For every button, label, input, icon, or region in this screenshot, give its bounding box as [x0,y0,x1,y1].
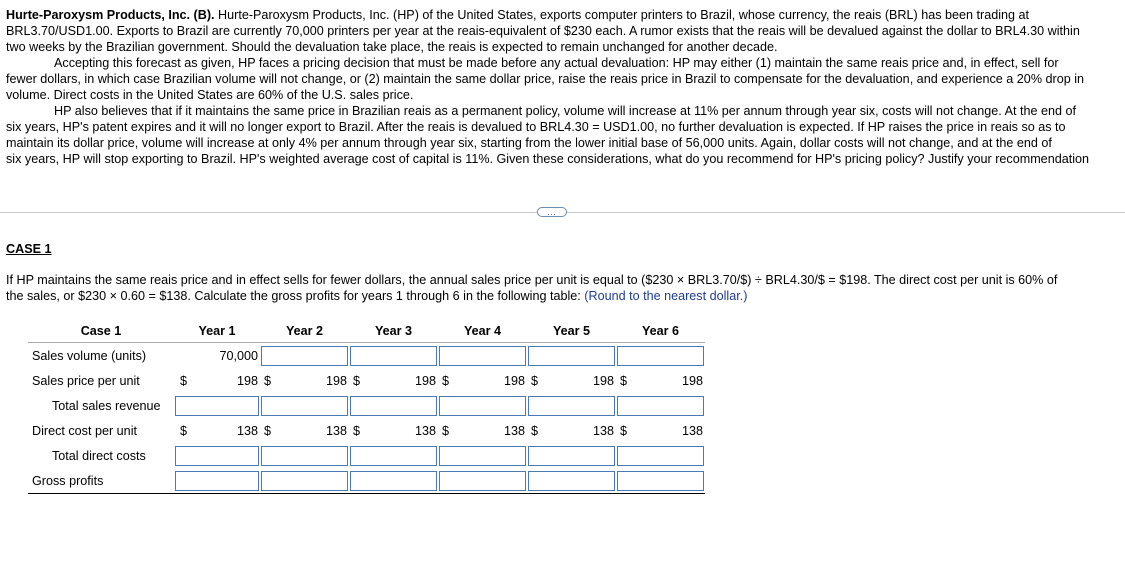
case-title: CASE 1 [6,242,52,256]
sales-volume-year-2-input[interactable] [261,346,348,366]
row-label-sales-price: Sales price per unit [32,373,140,388]
total-direct-year-6-input[interactable] [617,446,704,466]
expand-more-button[interactable]: … [537,207,567,217]
sales-price-year-2: 198 [325,373,347,388]
header-year-3: Year 3 [374,324,413,338]
total-sales-year-6-input[interactable] [617,396,704,416]
direct-cost-year-5: 138 [592,423,614,438]
sales-volume-year-4-input[interactable] [439,346,526,366]
table-row-direct-cost [28,418,705,443]
table-row-total-sales [28,393,705,418]
direct-cost-year-2: 138 [325,423,347,438]
row-label-direct-cost: Direct cost per unit [32,423,137,438]
sales-price-year-4: 198 [503,373,525,388]
currency-symbol: $ [264,373,272,388]
problem-line-7: HP also believes that if it maintains the same price in Brazilian reais as a permanent policy, volume will increase at 11% per annum through year six, costs will not change. At the end of [54,104,1077,118]
total-sales-year-3-input[interactable] [350,396,437,416]
gross-profits-year-5-input[interactable] [528,471,615,491]
table-row-total-direct [28,443,705,468]
header-year-6: Year 6 [641,324,680,338]
header-year-5: Year 5 [552,324,591,338]
total-direct-year-1-input[interactable] [175,446,259,466]
total-sales-year-4-input[interactable] [439,396,526,416]
gross-profits-year-2-input[interactable] [261,471,348,491]
sales-price-year-3: 198 [414,373,436,388]
total-sales-year-1-input[interactable] [175,396,259,416]
header-year-1: Year 1 [198,324,236,338]
problem-line-4: Accepting this forecast as given, HP faces a pricing decision that must be made before any actual devaluation: HP may either (1) maintain the same reais price and, in effect, sell for [54,56,1059,70]
sales-price-year-5: 198 [592,373,614,388]
currency-symbol: $ [531,423,539,438]
table-row-sales-volume [28,343,705,369]
problem-line-1: Hurte-Paroxysm Products, Inc. (B). Hurte-Paroxysm Products, Inc. (HP) of the United States, exports computer printers to Brazil, whose currency, the reais (BRL) has been trading at [6,8,1030,22]
currency-symbol: $ [353,423,361,438]
header-year-4: Year 4 [463,324,502,338]
rounding-hint: (Round to the nearest dollar.) [584,289,748,303]
row-label-sales-volume: Sales volume (units) [32,348,147,363]
total-direct-year-4-input[interactable] [439,446,526,466]
total-direct-year-3-input[interactable] [350,446,437,466]
problem-line-9: maintain its dollar price, volume will increase at only 4% per annum through year six, starting from the lower initial base of 56,000 units. Again, dollar costs will not change, and at the end of [6,136,1052,150]
case-line-2: the sales, or $230 × 0.60 = $138. Calculate the gross profits for years 1 through 6 in the following table: (Round to the nearest dollar.) [6,289,748,303]
problem-line-2: BRL3.70/USD1.00. Exports to Brazil are currently 70,000 printers per year at the reais-equivalent of $230 each. A rumor exists that the reais will be devalued against the dollar to BRL4.30 within [6,24,1080,38]
currency-symbol: $ [442,373,450,388]
sales-price-year-6: 198 [681,373,703,388]
currency-symbol: $ [180,423,188,438]
case-1-table [28,320,705,494]
problem-line-3: two weeks by the Brazilian government. Should the devaluation take place, the reais is expected to remain unchanged for another decade. [6,40,778,54]
total-sales-year-5-input[interactable] [528,396,615,416]
total-direct-year-2-input[interactable] [261,446,348,466]
direct-cost-year-6: 138 [681,423,703,438]
problem-statement [6,7,1125,167]
gross-profits-year-3-input[interactable] [350,471,437,491]
currency-symbol: $ [620,373,628,388]
gross-profits-year-6-input[interactable] [617,471,704,491]
direct-cost-year-3: 138 [414,423,436,438]
currency-symbol: $ [442,423,450,438]
header-year-2: Year 2 [285,324,324,338]
currency-symbol: $ [531,373,539,388]
case-instructions [6,272,1116,304]
direct-cost-year-1: 138 [236,423,258,438]
problem-line-5: fewer dollars, in which case Brazilian volume will not change, or (2) maintain the same dollar price, raise the reais price in Brazil to compensate for the devaluation, and experience a 20% drop in [6,72,1085,86]
direct-cost-year-4: 138 [503,423,525,438]
problem-line-8: six years, HP's patent expires and it will no longer export to Brazil. After the reais is devalued to BRL4.30 = USD1.00, no further devaluation is expected. If HP raises the price in reais so as to [6,120,1066,134]
header-case: Case 1 [80,324,122,338]
sales-volume-year-1: 70,000 [219,348,258,363]
currency-symbol: $ [353,373,361,388]
currency-symbol: $ [180,373,188,388]
sales-volume-year-5-input[interactable] [528,346,615,366]
header-row [28,320,705,343]
gross-profits-year-1-input[interactable] [175,471,259,491]
row-label-gross-profits: Gross profits [28,468,174,494]
gross-profits-year-4-input[interactable] [439,471,526,491]
sales-price-year-1: 198 [236,373,258,388]
table-row-gross-profits [28,468,705,494]
sales-volume-year-6-input[interactable] [617,346,704,366]
total-sales-year-2-input[interactable] [261,396,348,416]
problem-line-6: volume. Direct costs in the United States are 60% of the U.S. sales price. [6,88,414,102]
currency-symbol: $ [620,423,628,438]
row-label-total-direct: Total direct costs [52,448,146,463]
total-direct-year-5-input[interactable] [528,446,615,466]
table-row-sales-price [28,368,705,393]
currency-symbol: $ [264,423,272,438]
row-label-total-sales: Total sales revenue [52,398,161,413]
problem-line-10: six years, HP will stop exporting to Brazil. HP's weighted average cost of capital is 11%. Given these considerations, what do you recommend for HP's pricing policy? Justify your recommendation [6,152,1090,166]
sales-volume-year-3-input[interactable] [350,346,437,366]
case-line-1: If HP maintains the same reais price and in effect sells for fewer dollars, the annual sales price per unit is equal to ($230 × BRL3.70/$) ÷ BRL4.30/$ = $198. The direct cost per unit is 60% of [6,273,1058,287]
problem-title: Hurte-Paroxysm Products, Inc. (B). [6,8,215,22]
